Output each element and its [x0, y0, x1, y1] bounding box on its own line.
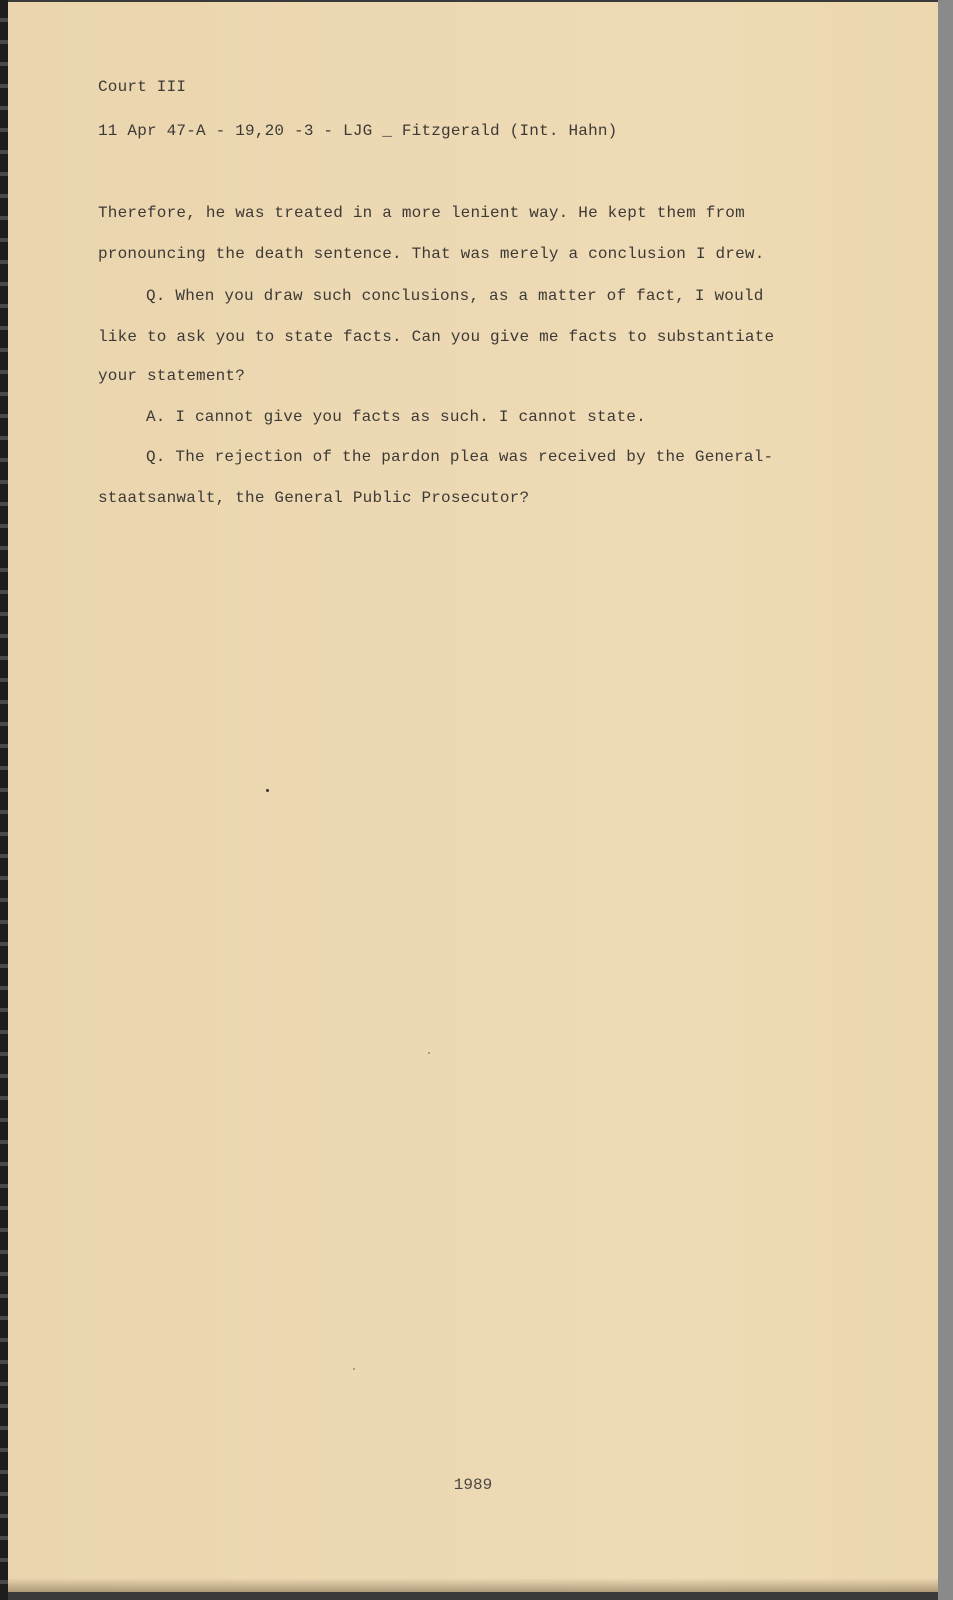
transcript-line: Therefore, he was treated in a more lenient way. He kept them from [98, 204, 745, 222]
transcript-line: like to ask you to state facts. Can you give me facts to substantiate [98, 328, 775, 346]
question-line: Q. When you draw such conclusions, as a matter of fact, I would [146, 287, 764, 305]
transcript-line: staatsanwalt, the General Public Prosecutor? [98, 489, 530, 507]
binding-edge [0, 0, 8, 1600]
page-number: 1989 [453, 1476, 493, 1494]
transcript-page [8, 2, 938, 1592]
answer-line: A. I cannot give you facts as such. I cannot state. [146, 408, 646, 426]
paper-speck [353, 1368, 355, 1370]
paper-speck [266, 789, 269, 792]
question-line: Q. The rejection of the pardon plea was received by the General- [146, 448, 774, 466]
paper-speck [428, 1052, 430, 1054]
scan-margin [938, 0, 953, 1600]
court-heading: Court III [98, 78, 187, 96]
transcript-line: your statement? [98, 367, 246, 385]
transcript-line: pronouncing the death sentence. That was merely a conclusion I drew. [98, 245, 765, 263]
session-reference: 11 Apr 47-A - 19,20 -3 - LJG _ Fitzgerald (Int. Hahn) [98, 122, 618, 140]
